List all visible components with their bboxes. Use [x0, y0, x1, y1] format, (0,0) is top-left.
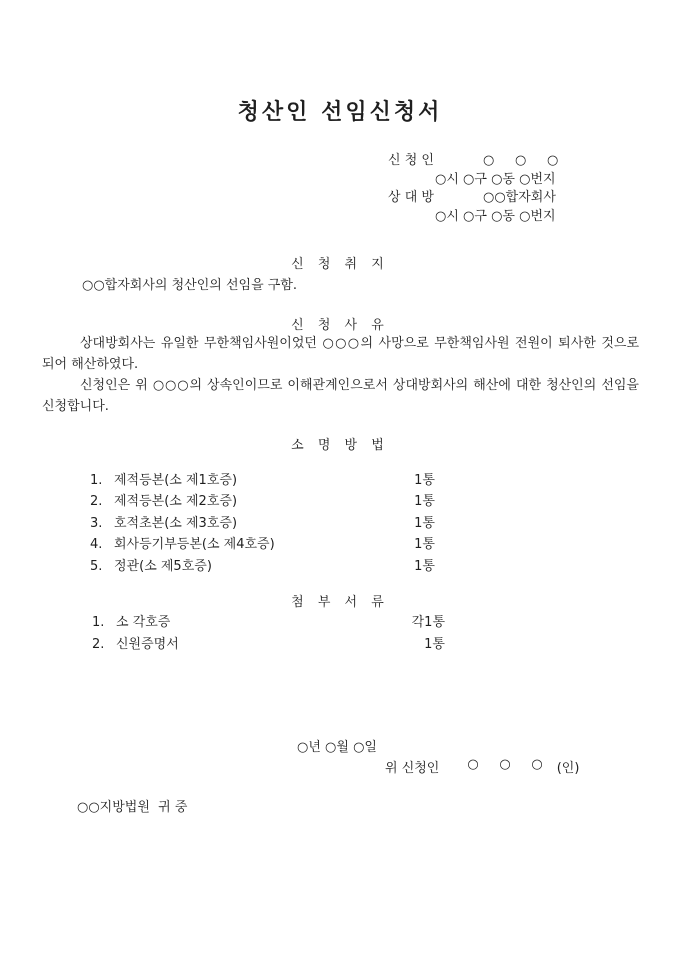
proof-item	[90, 534, 435, 555]
applicant-label: 신 청 인	[388, 153, 434, 168]
purpose-body: ○○합자회사의 청산인의 선임을 구함.	[82, 278, 298, 293]
reason-paragraph-1: 상대방회사는 유일한 무한책임사원이었던 ○○○의 사망으로 무한책임사원 전원이 퇴사한 것으로 되어 해산하였다.	[42, 336, 639, 372]
item-count: 1통	[424, 636, 445, 652]
item-count: 1통	[414, 537, 435, 553]
item-count: 1통	[414, 473, 435, 488]
date-line: ○년 ○월 ○일	[297, 740, 377, 755]
item-number: 4.	[90, 537, 103, 553]
reason-paragraph-2: 신청인은 위 ○○○의 상속인이므로 이해관계인으로서 상대방회사의 해산에 대한 청산인의 선임을 신청합니다.	[42, 378, 639, 414]
attachments-list	[92, 612, 445, 655]
item-label: 제적등본(소 제1호증)	[114, 473, 238, 488]
signer-name: ○ ○ ○	[467, 757, 543, 772]
applicant-name: ○ ○ ○	[483, 153, 559, 168]
proof-item	[90, 556, 435, 577]
proof-item	[90, 470, 435, 491]
applicant-address: ○시 ○구 ○동 ○번지	[435, 171, 556, 187]
attachments-heading: 첨 부 서 류	[291, 595, 389, 610]
item-number: 1.	[90, 473, 103, 488]
proof-heading: 소 명 방 법	[291, 438, 389, 453]
respondent-address-row	[435, 208, 558, 227]
respondent-row	[388, 189, 558, 208]
applicant-row	[388, 152, 558, 171]
item-number: 2.	[90, 494, 103, 510]
seal-label: (인)	[556, 761, 580, 776]
reason-heading: 신 청 사 유	[291, 318, 389, 333]
item-label: 정관(소 제5호증)	[114, 558, 212, 574]
item-label: 호적초본(소 제3호증)	[114, 515, 238, 531]
item-count: 1통	[414, 515, 435, 531]
signature-line	[385, 757, 579, 776]
item-label: 제적등본(소 제2호증)	[114, 494, 238, 510]
item-label: 소 각호증	[116, 615, 171, 630]
attachment-item	[92, 634, 445, 656]
court-line: ○○지방법원 귀 중	[77, 800, 188, 815]
item-count: 1통	[414, 494, 435, 510]
item-number: 5.	[90, 558, 103, 574]
signer-label: 위 신청인	[385, 761, 440, 776]
item-number: 2.	[92, 636, 105, 652]
attachment-item	[92, 612, 445, 634]
item-label: 회사등기부등본(소 제4호증)	[114, 537, 275, 553]
respondent-address: ○시 ○구 ○동 ○번지	[435, 208, 556, 224]
item-number: 1.	[92, 615, 105, 630]
purpose-heading: 신 청 취 지	[291, 257, 389, 272]
respondent-name: ○○합자회사	[483, 190, 556, 205]
proof-item	[90, 513, 435, 534]
party-block	[388, 152, 558, 226]
item-count: 각1통	[411, 615, 445, 630]
proof-list	[90, 470, 435, 577]
proof-item	[90, 491, 435, 512]
item-label: 신원증명서	[116, 636, 179, 652]
respondent-label: 상 대 방	[388, 190, 434, 205]
reason-body	[42, 333, 639, 417]
item-number: 3.	[90, 515, 103, 531]
item-count: 1통	[414, 558, 435, 574]
applicant-address-row	[435, 171, 558, 190]
document-title: 청산인 선임신청서	[237, 100, 443, 125]
